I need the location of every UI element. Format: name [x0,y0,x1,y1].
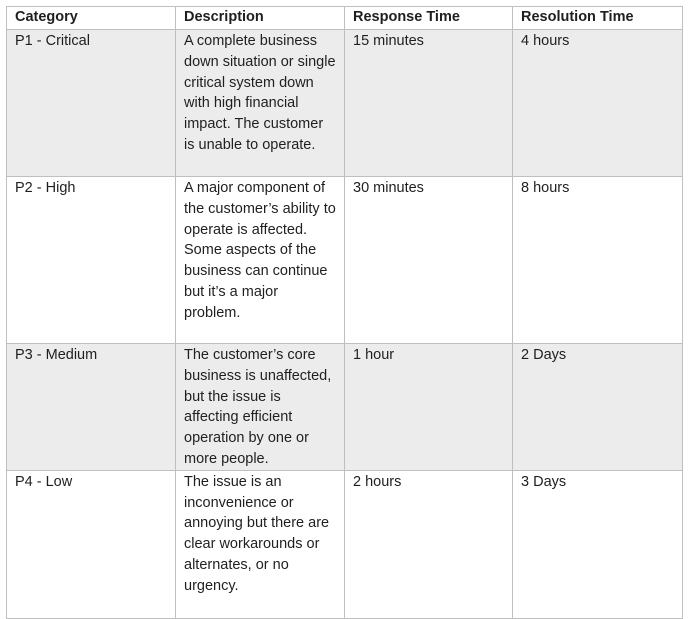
header-resolution-time: Resolution Time [513,7,683,30]
table-row [7,30,683,177]
cell-description: The customer’s core business is unaffected, but the issue is affecting efficient operation by one or more people. [176,344,345,471]
table-row [7,177,683,344]
cell-resolution-time: 3 Days [513,470,683,618]
cell-description: The issue is an inconvenience or annoying but there are clear workarounds or alternates, or no urgency. [176,470,345,618]
cell-description: A complete business down situation or single critical system down with high financial impact. The customer is unable to operate. [176,30,345,177]
cell-resolution-time: 8 hours [513,177,683,344]
table-row [7,344,683,471]
cell-category: P3 - Medium [7,344,176,471]
cell-description: A major component of the customer’s ability to operate is affected. Some aspects of the business can continue but it’s a major problem. [176,177,345,344]
header-category: Category [7,7,176,30]
cell-category: P2 - High [7,177,176,344]
table-row [7,470,683,618]
table-header-row [7,7,683,30]
cell-resolution-time: 4 hours [513,30,683,177]
cell-response-time: 2 hours [345,470,513,618]
cell-response-time: 30 minutes [345,177,513,344]
cell-resolution-time: 2 Days [513,344,683,471]
cell-category: P4 - Low [7,470,176,618]
priority-table-container [6,6,683,619]
cell-response-time: 1 hour [345,344,513,471]
cell-category: P1 - Critical [7,30,176,177]
header-description: Description [176,7,345,30]
priority-sla-table [6,6,683,619]
header-response-time: Response Time [345,7,513,30]
cell-response-time: 15 minutes [345,30,513,177]
